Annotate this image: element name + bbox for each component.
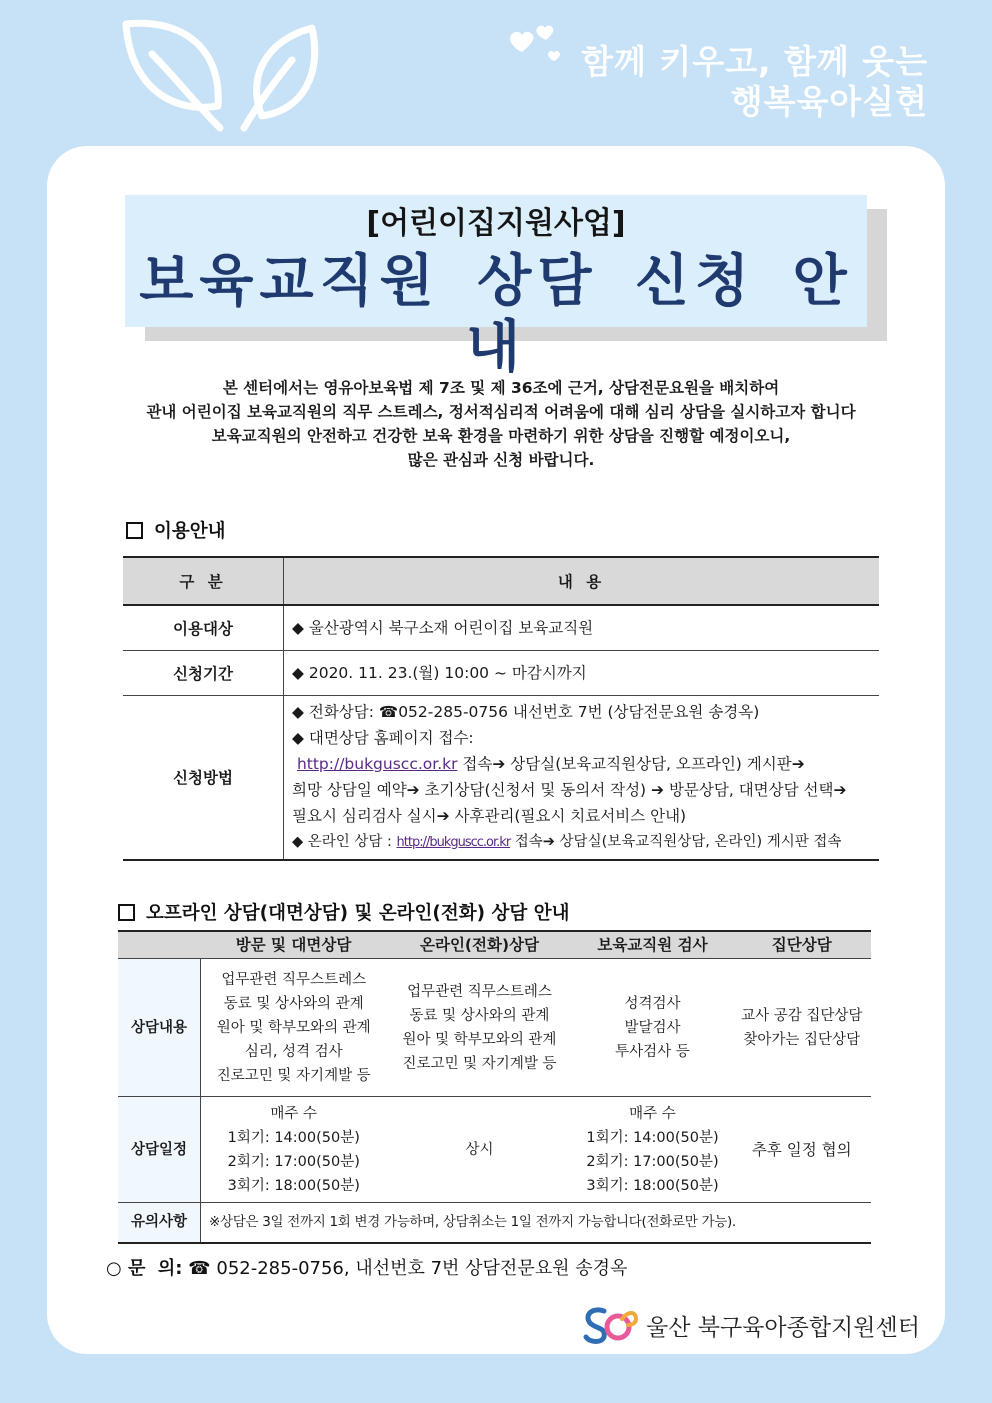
center-logo-icon — [582, 1305, 638, 1345]
method-line — [292, 829, 878, 856]
method-line: ◆ 대면상담 홈페이지 접수: — [292, 728, 474, 747]
checkbox-square-icon — [118, 904, 135, 921]
cell-line: 원아 및 학부모와의 관계 — [402, 1031, 557, 1048]
table-row — [123, 605, 879, 650]
counsel-heading-text: 오프라인 상담(대면상담) 및 온라인(전화) 상담 안내 — [146, 903, 570, 924]
note-label: 유의사항 — [118, 1203, 201, 1243]
cell-line: 동료 및 상사와의 관계 — [223, 995, 364, 1012]
title-box — [125, 195, 867, 380]
content-cell — [201, 959, 387, 1097]
content-cell — [733, 959, 872, 1097]
cell-line: 상시 — [465, 1141, 494, 1158]
usage-heading-text: 이용안내 — [154, 521, 226, 542]
content-cell — [573, 959, 733, 1097]
method-line-text: 접속➔ 상담실(보육교직원상담, 오프라인) 게시판➔ — [457, 754, 805, 773]
schedule-cell — [573, 1097, 733, 1203]
content-cell — [387, 959, 573, 1097]
center-logo — [582, 1305, 920, 1345]
cell-line: 추후 일정 협의 — [751, 1140, 852, 1159]
usage-heading — [126, 517, 225, 543]
period-label: 신청기간 — [123, 650, 284, 695]
contact-label: ○ 문 의: — [106, 1258, 183, 1279]
title-sub: [어린이집지원사업] — [366, 206, 626, 241]
table-row — [118, 959, 871, 1097]
cell-line: 1회기: 14:00(50분) — [227, 1129, 360, 1146]
schedule-label: 상담일정 — [118, 1097, 201, 1203]
online-link[interactable]: http://bukguscc.or.kr — [396, 834, 511, 850]
cell-line: 원아 및 학부모와의 관계 — [216, 1019, 371, 1036]
slogan-line1: 함께 키우고, 함께 웃는 — [581, 42, 928, 81]
counsel-heading — [118, 899, 569, 925]
slogan — [581, 42, 928, 122]
col-header: 보육교직원 검사 — [573, 931, 733, 959]
col-header: 집단상담 — [733, 931, 872, 959]
homepage-link[interactable]: http://bukguscc.or.kr — [296, 754, 458, 773]
schedule-cell — [387, 1097, 573, 1203]
table-row — [123, 695, 879, 860]
target-label: 이용대상 — [123, 605, 284, 650]
cell-line: 찾아가는 집단상담 — [743, 1031, 861, 1048]
method-value — [284, 695, 880, 860]
page-title: 보육교직원 상담 신청 안내 — [139, 249, 853, 380]
center-logo-text: 울산 북구육아종합지원센터 — [646, 1314, 920, 1341]
cell-line: 교사 공감 집단상담 — [741, 1007, 863, 1024]
intro-line: 관내 어린이집 보육교직원의 직무 스트레스, 정서적심리적 어려움에 대해 심리 상담을 실시하고자 합니다 — [146, 403, 856, 421]
hearts-icon — [508, 20, 568, 64]
col-header: 방문 및 대면상담 — [201, 931, 387, 959]
intro-line: 보육교직원의 안전하고 건강한 보육 환경을 마련하기 위한 상담을 진행할 예정이오니, — [211, 427, 791, 445]
checkbox-square-icon — [126, 522, 143, 539]
cell-line: 발달검사 — [624, 1019, 681, 1036]
contact-value: ☎ 052-285-0756, 내선번호 7번 상담전문요원 송경옥 — [188, 1258, 628, 1279]
method-line: 희망 상담일 예약➔ 초기상담(신청서 및 동의서 작성) ➔ 방문상담, 대면상담 선택➔ — [292, 780, 847, 799]
col-header: 온라인(전화)상담 — [387, 931, 573, 959]
cell-line: 심리, 성격 검사 — [244, 1043, 343, 1060]
method-line — [292, 751, 878, 777]
cell-line: 동료 및 상사와의 관계 — [409, 1007, 550, 1024]
cell-line: 3회기: 18:00(50분) — [227, 1177, 360, 1194]
method-line: 필요시 심리검사 실시➔ 사후관리(필요시 치료서비스 안내) — [292, 806, 687, 825]
table-header-row — [118, 931, 871, 959]
table-row — [123, 650, 879, 695]
cell-line: 1회기: 14:00(50분) — [586, 1129, 719, 1146]
cell-line: 매주 수 — [270, 1105, 318, 1122]
cell-line: 진로고민 및 자기계발 등 — [402, 1055, 557, 1072]
table-header-row — [123, 557, 879, 605]
table-row — [118, 1097, 871, 1203]
method-line-text: 접속➔ 상담실(보육교직원상담, 온라인) 게시판 접속 — [510, 833, 842, 850]
cell-line: 3회기: 18:00(50분) — [586, 1177, 719, 1194]
intro-line: 많은 관심과 신청 바랍니다. — [407, 451, 595, 469]
cell-line: 매주 수 — [629, 1105, 676, 1122]
col-category: 구 분 — [123, 557, 284, 605]
method-line: ◆ 전화상담: ☎052-285-0756 내선번호 7번 (상담전문요원 송경옥) — [292, 702, 760, 721]
intro-text — [110, 376, 892, 472]
method-label: 신청방법 — [123, 695, 284, 860]
slogan-line2: 행복육아실현 — [730, 82, 928, 121]
title-banner — [125, 195, 867, 380]
corner-cell — [118, 931, 201, 959]
cell-line: 2회기: 17:00(50분) — [227, 1153, 360, 1170]
method-line-text: ◆ 온라인 상담 : — [292, 833, 397, 850]
cell-line: 업무관련 직무스트레스 — [407, 983, 552, 1000]
contact-line — [106, 1254, 627, 1280]
period-value: ◆ 2020. 11. 23.(월) 10:00 ~ 마감시까지 — [284, 650, 880, 695]
col-content: 내 용 — [284, 557, 880, 605]
table-row — [118, 1203, 871, 1243]
schedule-cell — [733, 1097, 872, 1203]
cell-line: 진로고민 및 자기계발 등 — [216, 1067, 371, 1084]
leaf-left-icon — [112, 14, 232, 132]
intro-line: 본 센터에서는 영유아보육법 제 7조 및 제 36조에 근거, 상담전문요원을 배치하여 — [222, 379, 780, 397]
usage-table — [123, 556, 879, 861]
schedule-cell — [201, 1097, 387, 1203]
counsel-table — [118, 930, 871, 1244]
cell-line: 2회기: 17:00(50분) — [586, 1153, 719, 1170]
cell-line: 업무관련 직무스트레스 — [221, 971, 367, 988]
leaf-right-icon — [232, 20, 324, 132]
note-value: ※상담은 3일 전까지 1회 변경 가능하며, 상담취소는 1일 전까지 가능합니다(전화로만 가능). — [201, 1203, 872, 1243]
target-value: ◆ 울산광역시 북구소재 어린이집 보육교직원 — [284, 605, 880, 650]
cell-line: 성격검사 — [624, 995, 681, 1012]
content-label: 상담내용 — [118, 959, 201, 1097]
cell-line: 투사검사 등 — [615, 1043, 690, 1060]
